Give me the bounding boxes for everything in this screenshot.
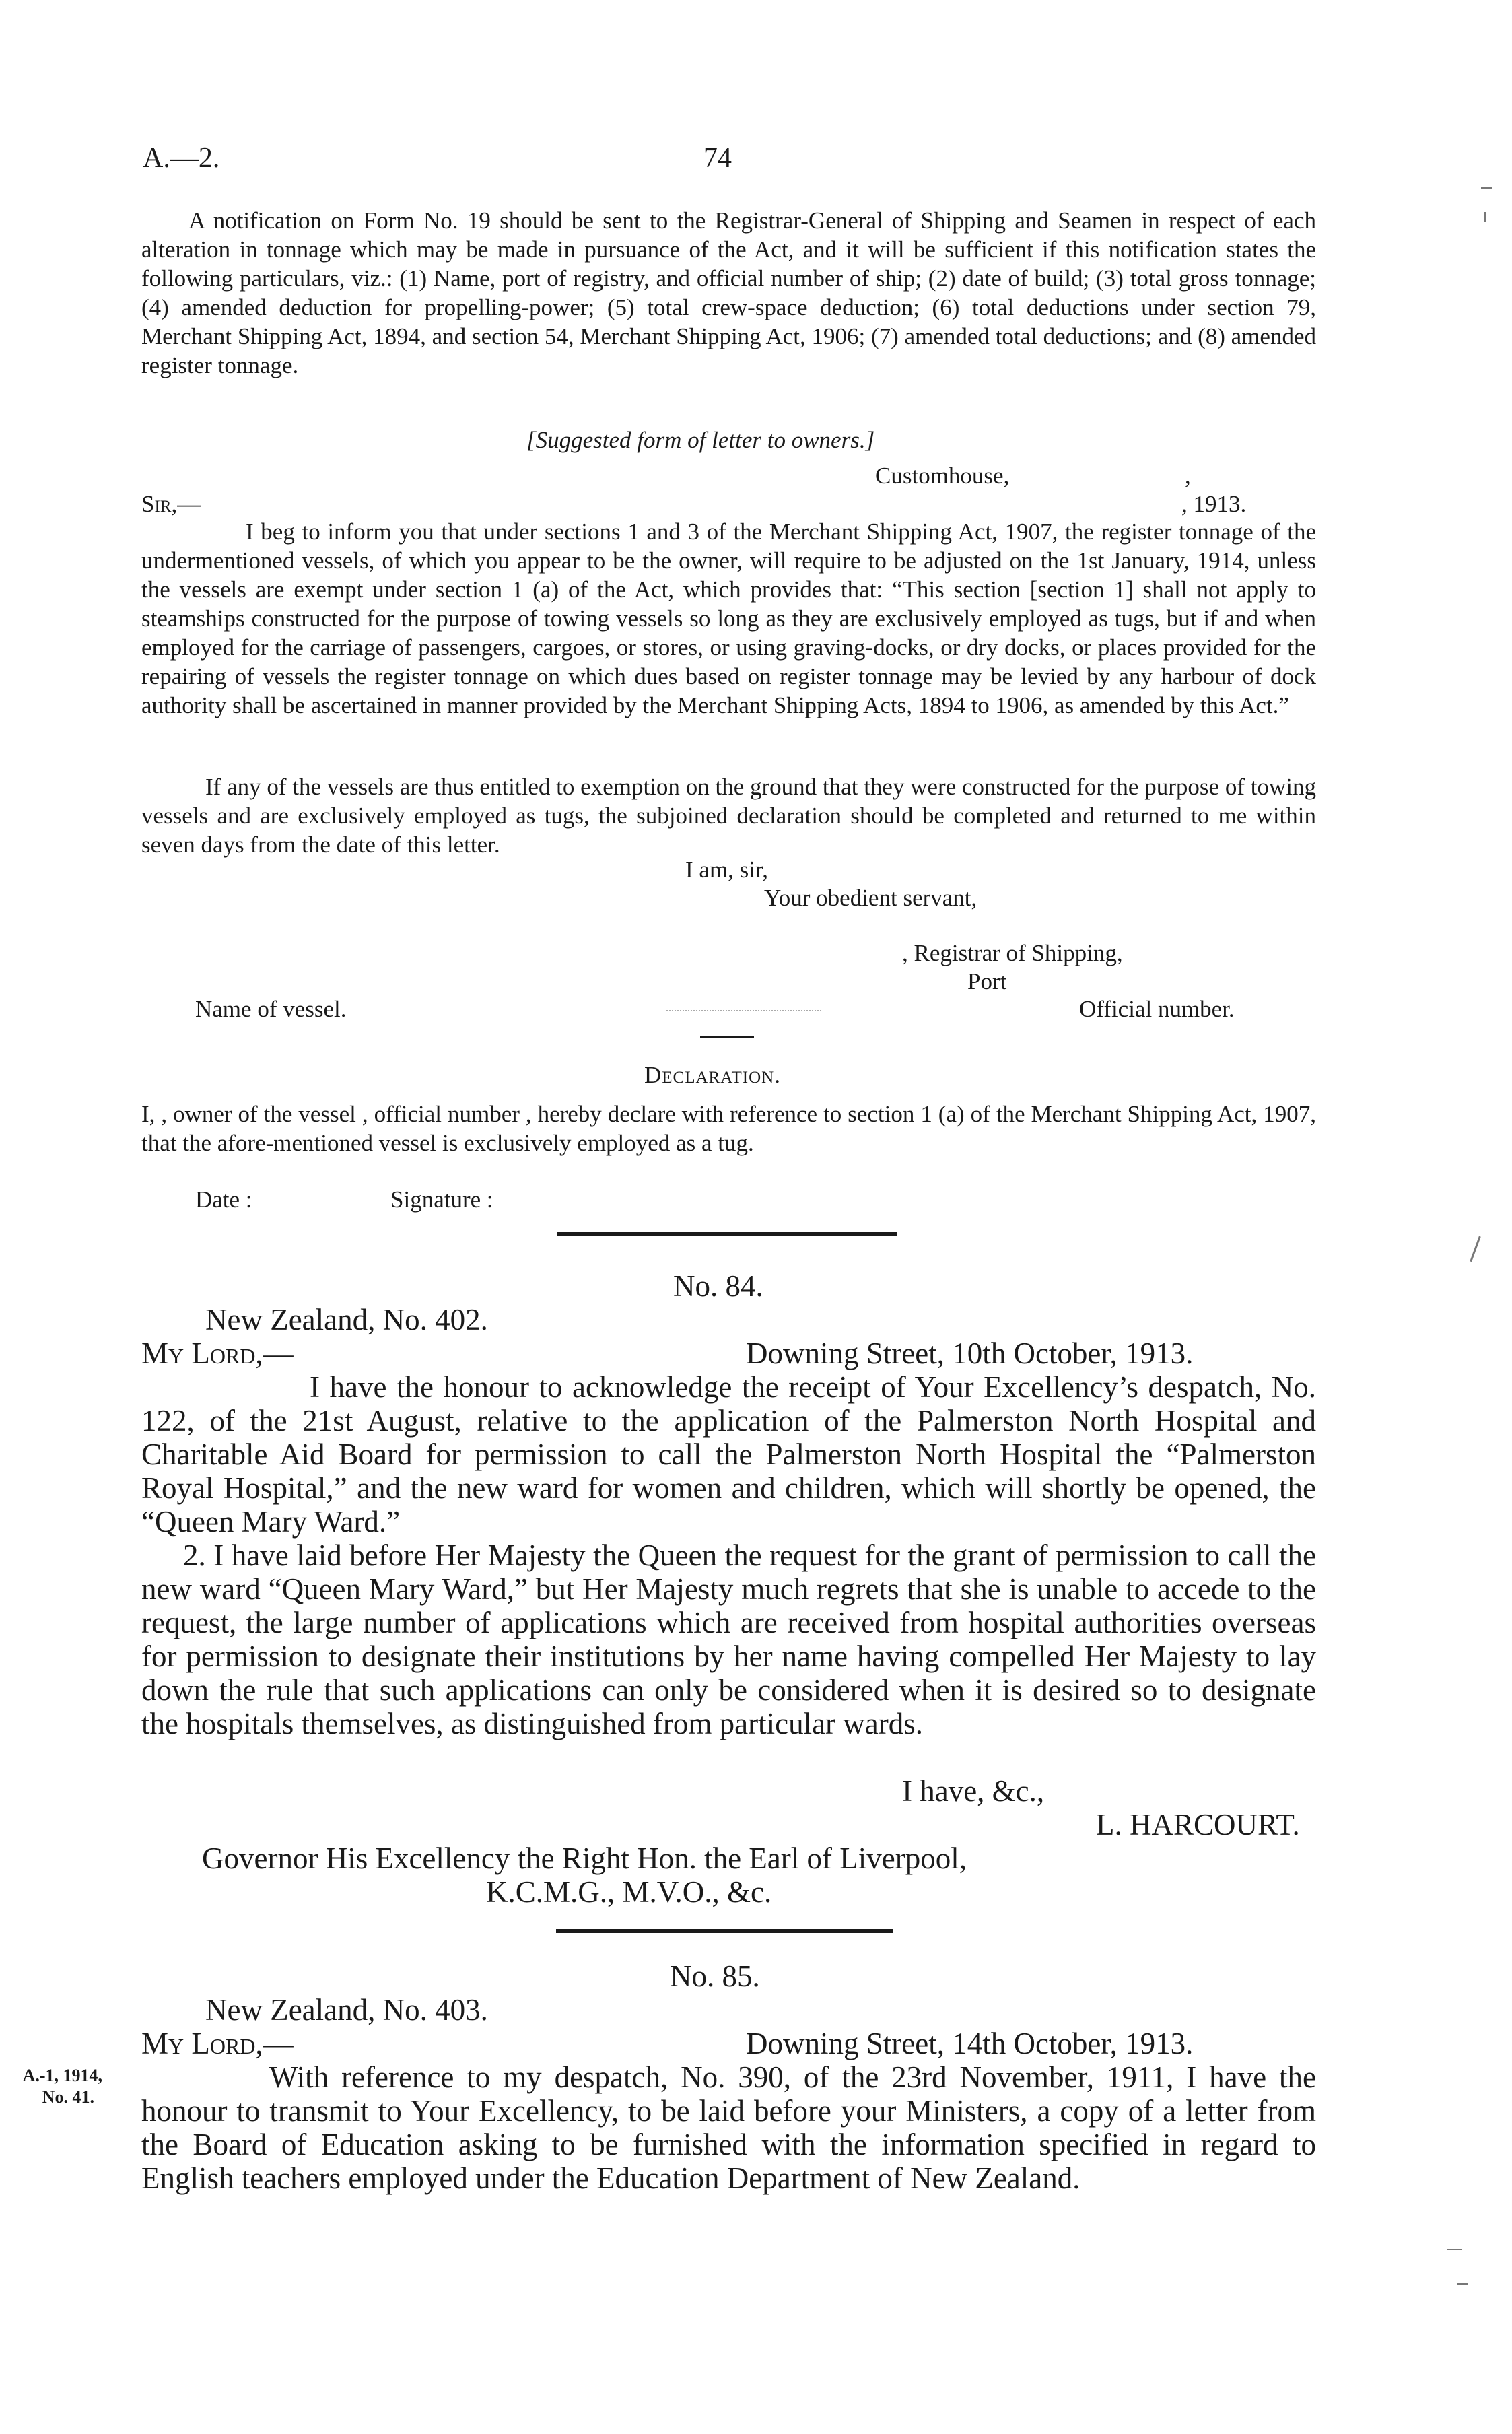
scan-mark (1470, 1236, 1481, 1262)
despatch-84-ref: New Zealand, No. 402. (205, 1303, 488, 1337)
scan-mark (1457, 2283, 1468, 2285)
letter-body-1: I beg to inform you that under sections 1 and 3 of the Merchant Shipping Act, 1907, the register tonnage of the undermentioned vessels, of which you appear to be the owner, will require to be adjusted on the 1st January, 1914, unless the vessels are exempt under section 1 (a) of the Act, which provides that: “This section [section 1] shall not apply to steamships constructed for the purpose of towing vessels so long as they are exclusively employed as tugs, but if and when employed for the carriage of passengers, cargoes, or stores, or using graving-docks, or dry docks, or places provided for the repairing of vessels the register tonnage on which dues based on register tonnage may be levied by any harbour of dock authority shall be ascertained in manner provided by the Merchant Shipping Acts, 1894 to 1906, as amended by this Act.” (141, 518, 1316, 718)
col-official-number: Official number. (1079, 996, 1235, 1022)
despatch-84-signature: L. HARCOURT. (1096, 1808, 1300, 1841)
letter-heading: [Suggested form of letter to owners.] (526, 427, 875, 453)
despatch-84-date: Downing Street, 10th October, 1913. (746, 1337, 1194, 1370)
declaration-signature-label: Signature : (390, 1186, 493, 1213)
notification-paragraph: A notification on Form No. 19 should be sent to the Registrar-General of Shipping and Seamen in respect of each alteration in tonnage which may be made in pursuance of the Act, and it will be sufficient if this notification states the following particulars, viz.: (1) Name, port of registry, and official number of ship; (2) date of build; (3) total gross tonnage; (4) amended deduction for propelling-power; (5) total crew-space deduction; (6) total deductions under section 79, Merchant Shipping Act, 1894, and section 54, Merchant Shipping Act, 1906; (7) amended total deductions; and (8) amended register tonnage. (141, 207, 1316, 378)
despatch-85-ref: New Zealand, No. 403. (205, 1993, 488, 2027)
page-number: 74 (703, 143, 732, 174)
letter-salutation: Sir,— (141, 491, 201, 517)
scan-mark (1447, 2249, 1462, 2250)
short-divider (700, 1036, 754, 1038)
section-divider-2 (556, 1929, 893, 1933)
despatch-84-addressee-2: K.C.M.G., M.V.O., &c. (486, 1875, 772, 1909)
letter-registrar: , Registrar of Shipping, (902, 940, 1123, 966)
scan-mark (1481, 187, 1492, 189)
series-code: A.—2. (143, 143, 220, 174)
declaration-text: I, , owner of the vessel , official number , hereby declare with reference to section 1 (a) of the Merchant Shipping Act, 1907, that the afore-mentioned vessel is exclusively employed as a tug. (141, 1101, 1316, 1156)
letter-year: , 1913. (1181, 491, 1247, 517)
letter-closing-2: Your obedient servant, (764, 885, 977, 911)
despatch-84-salutation: My Lord,— (141, 1337, 294, 1370)
declaration-date-label: Date : (195, 1186, 252, 1213)
letter-body-2: If any of the vessels are thus entitled to exemption on the ground that they were constructed for the purpose of towing vessels and are exclusively employed as tugs, the subjoined declaration should be completed and returned to me within seven days from the date of this letter. (141, 774, 1316, 858)
despatch-84-number: No. 84. (673, 1269, 763, 1303)
letter-place-comma: , (1185, 463, 1191, 489)
margin-ref-line-1: A.-1, 1914, (22, 2066, 102, 2085)
col-name-of-vessel: Name of vessel. (195, 996, 347, 1022)
scan-mark (1484, 212, 1486, 222)
despatch-84-para-1: I have the honour to acknowledge the receipt of Your Excellency’s despatch, No. 122, of the 21st August, relative to the application of the Palmerston North Hospital and Charitable Aid Board for permission to call the Palmerston North Hospital the “Palmerston Royal Hospital,” and the new ward for women and children, which will shortly be opened, the “Queen Mary Ward.” (141, 1370, 1316, 1539)
despatch-85-para-1: With reference to my despatch, No. 390, of the 23rd November, 1911, I have the honour to transmit to Your Excellency, to be laid before your Ministers, a copy of a letter from the Board of Education asking to be furnished with the information specified in regard to English teachers employed under the Education Department of New Zealand. (141, 2060, 1316, 2195)
declaration-title: Declaration. (644, 1062, 781, 1088)
letter-port: Port (967, 968, 1007, 994)
dotted-leader (666, 1010, 821, 1011)
despatch-85-number: No. 85. (670, 1959, 760, 1993)
despatch-85-date: Downing Street, 14th October, 1913. (746, 2027, 1194, 2060)
margin-ref-line-2: No. 41. (42, 2087, 94, 2107)
letter-closing-1: I am, sir, (685, 856, 769, 883)
despatch-85-salutation: My Lord,— (141, 2027, 294, 2060)
letter-place: Customhouse, (875, 463, 1010, 489)
despatch-84-closing: I have, &c., (902, 1774, 1045, 1808)
despatch-84-para-2: 2. I have laid before Her Majesty the Queen the request for the grant of permission to call the new ward “Queen Mary Ward,” but Her Majesty much regrets that she is unable to accede to the request, the large number of applications which are received from hospital authorities overseas for permission to designate their institutions by her name having compelled Her Majesty to lay down the rule that such applications can only be considered when it is desired so to designate the hospitals themselves, as distinguished from particular wards. (141, 1539, 1316, 1740)
section-divider-1 (557, 1232, 897, 1236)
despatch-84-addressee-1: Governor His Excellency the Right Hon. the Earl of Liverpool, (202, 1841, 967, 1875)
